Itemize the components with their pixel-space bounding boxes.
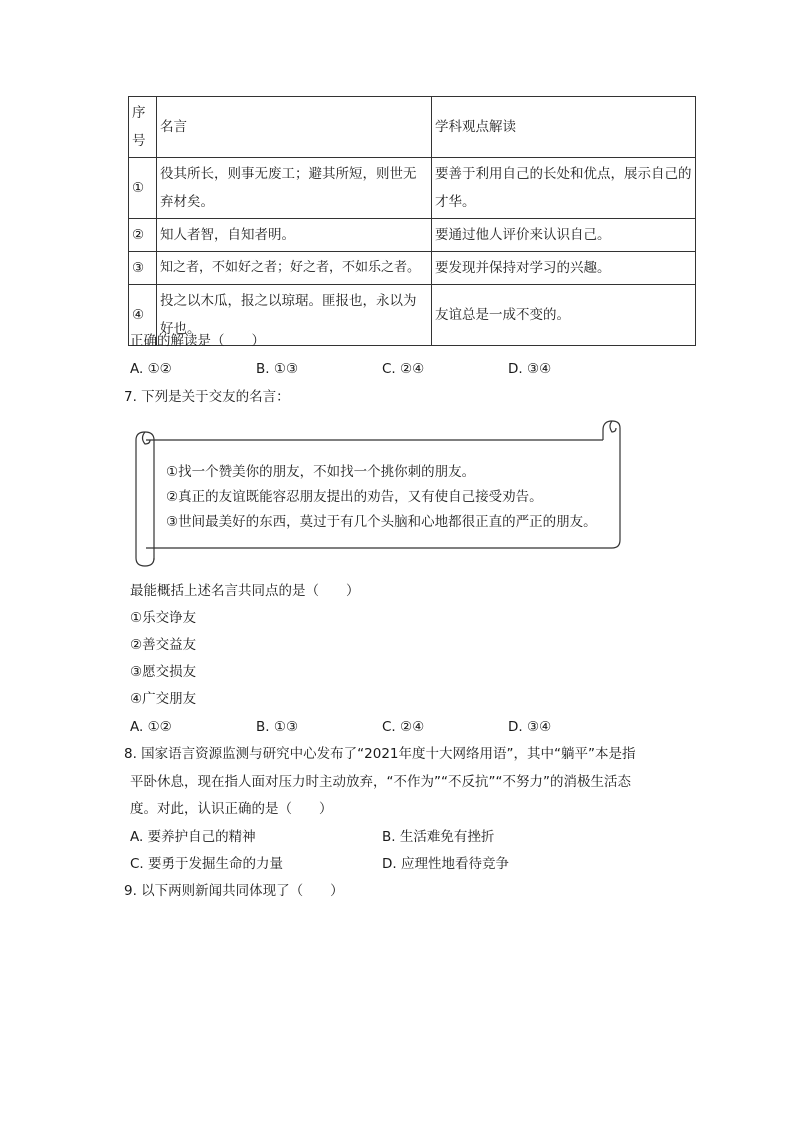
q8-stem-line-2: 平卧休息，现在指人面对压力时主动放弃，“不作为”“不反抗”“不努力”的消极生活态 — [130, 774, 631, 790]
q8-stem-line-3: 度。对此，认识正确的是（ ） — [130, 801, 333, 817]
q7-item-2: ②善交益友 — [130, 637, 197, 653]
q7-option-b[interactable]: B. ①③ — [256, 719, 299, 735]
scroll-quote-1: ①找一个赞美你的朋友，不如找一个挑你刺的朋友。 — [166, 464, 476, 480]
q7-option-d[interactable]: D. ③④ — [508, 719, 552, 735]
table-header-row — [129, 97, 696, 158]
quotes-table — [128, 96, 696, 346]
row-interpretation: 要善于利用自己的长处和优点，展示自己的才华。 — [432, 158, 696, 219]
q8-option-a[interactable]: A. 要养护自己的精神 — [130, 829, 256, 845]
row-index: ④ — [129, 285, 157, 346]
q9-stem: 9. 以下两则新闻共同体现了（ ） — [124, 883, 344, 899]
header-quote: 名言 — [157, 97, 432, 158]
table-row — [129, 219, 696, 252]
q7-prompt: 最能概括上述名言共同点的是（ ） — [130, 583, 360, 599]
q6-option-d[interactable]: D. ③④ — [508, 361, 552, 377]
row-interpretation: 友谊总是一成不变的。 — [432, 285, 696, 346]
table-row — [129, 158, 696, 219]
row-index: ① — [129, 158, 157, 219]
row-quote: 知之者，不如好之者；好之者，不如乐之者。 — [157, 252, 432, 285]
q8-option-b[interactable]: B. 生活难免有挫折 — [382, 829, 495, 845]
q7-item-3: ③愿交损友 — [130, 664, 197, 680]
row-index: ③ — [129, 252, 157, 285]
row-index: ② — [129, 219, 157, 252]
header-index: 序号 — [129, 97, 157, 158]
q6-option-a[interactable]: A. ①② — [130, 361, 172, 377]
scroll-quote-2: ②真正的友谊既能容忍朋友提出的劝告，又有使自己接受劝告。 — [166, 489, 543, 505]
q6-option-c[interactable]: C. ②④ — [382, 361, 425, 377]
row-quote: 役其所长，则事无废工；避其所短，则世无弃材矣。 — [157, 158, 432, 219]
q8-stem-line-1: 8. 国家语言资源监测与研究中心发布了“2021年度十大网络用语”，其中“躺平”本是指 — [124, 746, 636, 762]
q7-item-1: ①乐交诤友 — [130, 610, 197, 626]
q7-stem: 7. 下列是关于交友的名言： — [124, 389, 290, 405]
row-interpretation: 要通过他人评价来认识自己。 — [432, 219, 696, 252]
row-interpretation: 要发现并保持对学习的兴趣。 — [432, 252, 696, 285]
q8-option-d[interactable]: D. 应理性地看待竞争 — [382, 856, 509, 872]
q8-option-c[interactable]: C. 要勇于发掘生命的力量 — [130, 856, 284, 872]
q6-prompt: 正确的解读是（ ） — [130, 333, 265, 349]
header-interpretation: 学科观点解读 — [432, 97, 696, 158]
scroll-quote-3: ③世间最美好的东西，莫过于有几个头脑和心地都很正直的严正的朋友。 — [166, 514, 597, 530]
row-quote: 知人者智，自知者明。 — [157, 219, 432, 252]
q7-option-a[interactable]: A. ①② — [130, 719, 172, 735]
q7-item-4: ④广交朋友 — [130, 691, 197, 707]
row-quote: 投之以木瓜，报之以琼琚。匪报也，永以为好也。 — [157, 285, 432, 346]
table-row — [129, 252, 696, 285]
q6-option-b[interactable]: B. ①③ — [256, 361, 299, 377]
q7-option-c[interactable]: C. ②④ — [382, 719, 425, 735]
